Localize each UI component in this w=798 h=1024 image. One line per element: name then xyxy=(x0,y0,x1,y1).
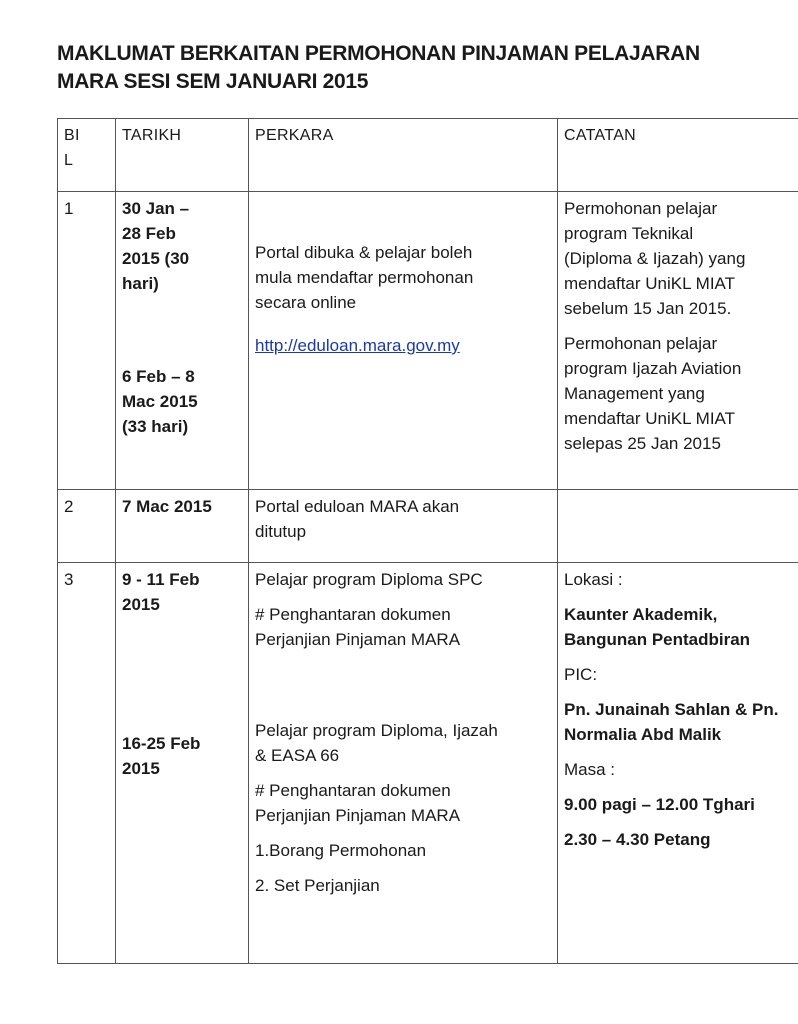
row1-catatan-line: Permohonan pelajar xyxy=(564,334,718,353)
row2-catatan xyxy=(558,490,798,563)
table-header-row xyxy=(58,119,798,192)
row1-catatan-line: program Teknikal xyxy=(564,224,694,243)
row3-catatan xyxy=(558,563,798,964)
row1-date1-line: hari) xyxy=(122,274,159,293)
header-tarikh: TARIKH xyxy=(116,119,249,192)
row1-perkara xyxy=(249,192,558,490)
row1-catatan-line: Management yang xyxy=(564,384,705,403)
row2-bil: 2 xyxy=(58,490,116,563)
row1-catatan-line: Permohonan pelajar xyxy=(564,199,718,218)
row1-tarikh xyxy=(116,192,249,490)
row3-item2: 2. Set Perjanjian xyxy=(255,876,380,895)
row1-perkara-line: mula mendaftar permohonan xyxy=(255,268,474,287)
row3-date1-line: 2015 xyxy=(122,595,160,614)
row1-perkara-line: Portal dibuka & pelajar boleh xyxy=(255,243,473,262)
header-bil xyxy=(58,119,116,192)
row1-bil: 1 xyxy=(58,192,116,490)
row1-date2-line: (33 hari) xyxy=(122,417,189,436)
title-line-1: MAKLUMAT BERKAITAN PERMOHONAN PINJAMAN PELAJARAN xyxy=(57,42,700,65)
row3-perkara2-line: Pelajar program Diploma, Ijazah xyxy=(255,721,498,740)
row3-item1: 1.Borang Permohonan xyxy=(255,841,427,860)
lokasi-line: Bangunan Pentadbiran xyxy=(564,630,751,649)
row3-doc1-line: Perjanjian Pinjaman MARA xyxy=(255,630,461,649)
table-row xyxy=(58,563,798,964)
row1-date2-line: 6 Feb – 8 xyxy=(122,367,195,386)
table-row xyxy=(58,490,798,563)
row1-catatan-line: program Ijazah Aviation xyxy=(564,359,742,378)
table-row xyxy=(58,192,798,490)
row1-perkara-line: secara online xyxy=(255,293,357,312)
row1-date1-line: 28 Feb xyxy=(122,224,176,243)
masa-time-2: 2.30 – 4.30 Petang xyxy=(564,830,711,849)
lokasi-line: Kaunter Akademik, xyxy=(564,605,718,624)
schedule-table xyxy=(57,118,798,964)
row3-perkara xyxy=(249,563,558,964)
header-bil-line1: BI xyxy=(64,127,80,144)
row3-bil: 3 xyxy=(58,563,116,964)
row3-doc1-line: # Penghantaran dokumen xyxy=(255,605,451,624)
row1-catatan-line: mendaftar UniKL MIAT xyxy=(564,274,736,293)
row3-perkara1: Pelajar program Diploma SPC xyxy=(255,570,483,589)
title-line-2: MARA SESI SEM JANUARI 2015 xyxy=(57,70,369,93)
row2-perkara-line: ditutup xyxy=(255,522,307,541)
row1-date2-line: Mac 2015 xyxy=(122,392,198,411)
row3-doc2-line: Perjanjian Pinjaman MARA xyxy=(255,806,461,825)
row1-catatan-line: sebelum 15 Jan 2015. xyxy=(564,299,732,318)
lokasi-label: Lokasi : xyxy=(564,570,623,589)
row3-perkara2-line: & EASA 66 xyxy=(255,746,340,765)
row1-catatan-line: mendaftar UniKL MIAT xyxy=(564,409,736,428)
row1-catatan-line: selepas 25 Jan 2015 xyxy=(564,434,721,453)
row2-tarikh: 7 Mac 2015 xyxy=(116,490,249,563)
pic-line: Pn. Junainah Sahlan & Pn. xyxy=(564,700,779,719)
header-perkara: PERKARA xyxy=(249,119,558,192)
row1-catatan xyxy=(558,192,798,490)
masa-time-1: 9.00 pagi – 12.00 Tghari xyxy=(564,795,755,814)
header-catatan: CATATAN xyxy=(558,119,798,192)
row1-date1-line: 30 Jan – xyxy=(122,199,190,218)
row2-perkara-line: Portal eduloan MARA akan xyxy=(255,497,460,516)
row3-doc2-line: # Penghantaran dokumen xyxy=(255,781,451,800)
row1-catatan-line: (Diploma & Ijazah) yang xyxy=(564,249,746,268)
row2-perkara xyxy=(249,490,558,563)
row3-date2-line: 16-25 Feb xyxy=(122,734,201,753)
masa-label: Masa : xyxy=(564,760,616,779)
eduloan-link[interactable]: http://eduloan.mara.gov.my xyxy=(255,336,460,355)
document-title xyxy=(57,40,757,96)
pic-label: PIC: xyxy=(564,665,598,684)
header-bil-line2: L xyxy=(64,152,74,169)
row1-date1-line: 2015 (30 xyxy=(122,249,190,268)
row3-tarikh xyxy=(116,563,249,964)
row3-date2-line: 2015 xyxy=(122,759,160,778)
pic-line: Normalia Abd Malik xyxy=(564,725,722,744)
row3-date1-line: 9 - 11 Feb xyxy=(122,570,200,589)
